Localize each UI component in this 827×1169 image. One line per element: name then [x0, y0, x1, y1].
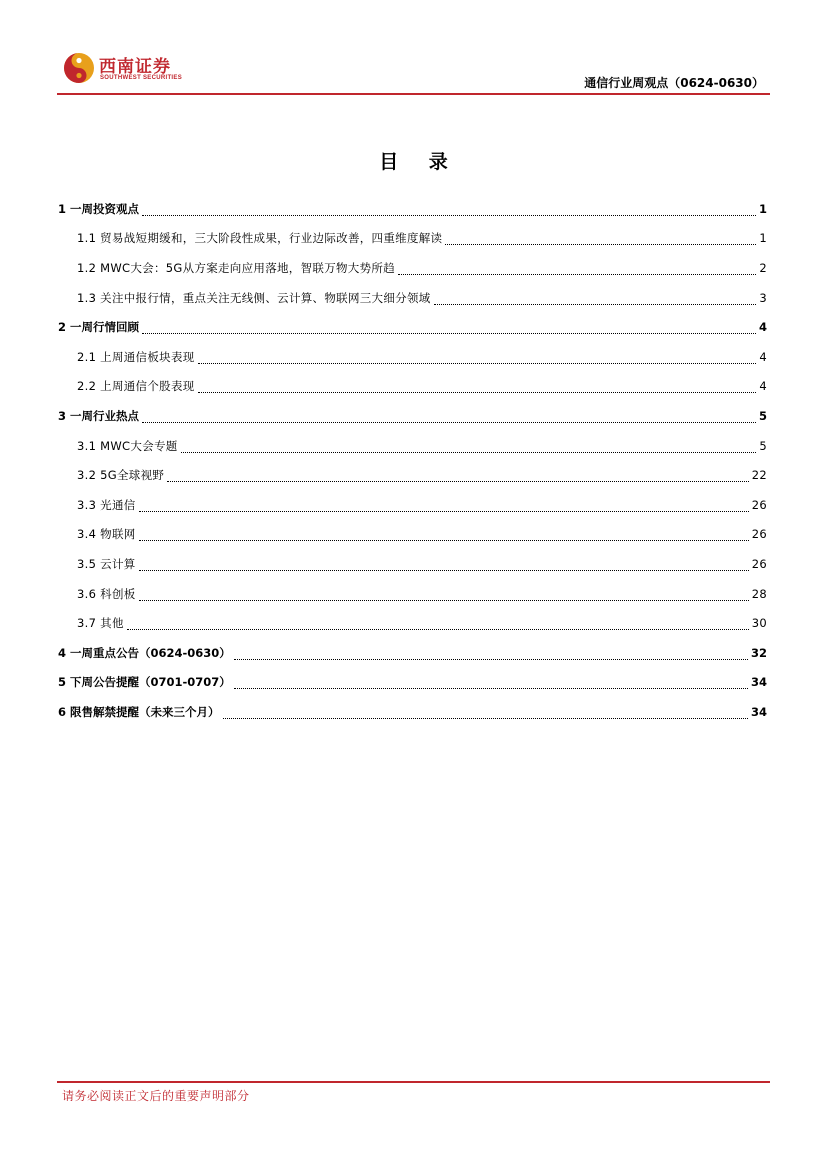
toc-entry-label: 2 一周行情回顾 — [58, 320, 140, 335]
toc-leader-dots — [434, 295, 757, 305]
toc-entry[interactable] — [58, 312, 767, 342]
toc-leader-dots — [139, 531, 749, 541]
company-logo-icon — [63, 52, 95, 84]
toc-entry-page: 28 — [751, 586, 767, 601]
toc-entry-page: 34 — [750, 675, 767, 690]
toc-entry-page: 30 — [751, 616, 767, 631]
toc-entry[interactable] — [58, 638, 767, 668]
toc-entry[interactable] — [58, 490, 767, 520]
toc-entry[interactable] — [58, 401, 767, 431]
page-header — [57, 40, 770, 94]
toc-leader-dots — [181, 443, 757, 453]
toc-entry-label: 3.1 MWC大会专题 — [77, 438, 178, 453]
toc-entry[interactable] — [58, 431, 767, 461]
toc-leader-dots — [139, 561, 749, 571]
toc-leader-dots — [167, 472, 749, 482]
toc-leader-dots — [198, 383, 757, 393]
toc-entry[interactable] — [58, 372, 767, 402]
toc-leader-dots — [445, 235, 756, 245]
toc-entry-label: 1 一周投资观点 — [58, 201, 140, 216]
toc-entry-page: 26 — [751, 527, 767, 542]
toc-entry-label: 6 限售解禁提醒（未来三个月） — [58, 704, 220, 719]
toc-leader-dots — [198, 354, 757, 364]
toc-leader-dots — [142, 324, 756, 334]
toc-leader-dots — [234, 679, 748, 689]
toc-entry-label: 3 一周行业热点 — [58, 408, 140, 423]
toc-entry-label: 1.3 关注中报行情，重点关注无线侧、云计算、物联网三大细分领域 — [77, 290, 431, 305]
toc-entry-page: 3 — [759, 290, 767, 305]
toc-entry-page: 4 — [758, 320, 767, 335]
toc-entry-label: 3.6 科创板 — [77, 586, 136, 601]
toc-entry[interactable] — [58, 253, 767, 283]
toc-leader-dots — [234, 650, 748, 660]
logo-chinese-name: 西南证券 — [99, 57, 171, 77]
toc-entry-label: 2.1 上周通信板块表现 — [77, 349, 195, 364]
toc-entry[interactable] — [58, 579, 767, 609]
toc-entry-page: 32 — [750, 645, 767, 660]
toc-entry-label: 3.7 其他 — [77, 616, 124, 631]
toc-leader-dots — [142, 413, 756, 423]
toc-entry[interactable] — [58, 194, 767, 224]
toc-entry-label: 1.2 MWC大会：5G从方案走向应用落地，智联万物大势所趋 — [77, 260, 395, 275]
toc-entry[interactable] — [58, 224, 767, 254]
toc-entry-label: 1.1 贸易战短期缓和，三大阶段性成果，行业边际改善，四重维度解读 — [77, 231, 443, 246]
toc-entry-page: 5 — [759, 438, 767, 453]
toc-entry-page: 22 — [751, 468, 767, 483]
footer-divider — [57, 1081, 770, 1083]
toc-leader-dots — [139, 591, 749, 601]
toc-entry[interactable] — [58, 697, 767, 727]
toc-entry[interactable] — [58, 668, 767, 698]
toc-leader-dots — [223, 709, 748, 719]
toc-leader-dots — [142, 206, 756, 216]
report-title: 通信行业周观点（0624-0630） — [584, 76, 764, 90]
toc-entry-page: 26 — [751, 497, 767, 512]
toc-leader-dots — [139, 502, 749, 512]
toc-entry-label: 3.5 云计算 — [77, 556, 136, 571]
toc-entry-page: 1 — [758, 201, 767, 216]
toc-entry[interactable] — [58, 342, 767, 372]
toc-entry-page: 1 — [759, 231, 767, 246]
footer-notice: 请务必阅读正文后的重要声明部分 — [62, 1089, 250, 1103]
logo-english-name: SOUTHWEST SECURITIES — [100, 75, 183, 81]
toc-entry-page: 4 — [759, 349, 767, 364]
toc-leader-dots — [127, 620, 749, 630]
toc-entry-page: 2 — [759, 260, 767, 275]
toc-entry-label: 3.2 5G全球视野 — [77, 468, 165, 483]
toc-entry[interactable] — [58, 608, 767, 638]
toc-entry-label: 3.4 物联网 — [77, 527, 136, 542]
toc-title: 目 录 — [379, 151, 460, 173]
toc-entry[interactable] — [58, 549, 767, 579]
toc-entry[interactable] — [58, 520, 767, 550]
toc-entry-label: 4 一周重点公告（0624-0630） — [58, 645, 231, 660]
toc-entry[interactable] — [58, 460, 767, 490]
toc-entry-page: 26 — [751, 556, 767, 571]
table-of-contents — [58, 194, 767, 727]
toc-entry-label: 3.3 光通信 — [77, 497, 136, 512]
toc-entry-label: 5 下周公告提醒（0701-0707） — [58, 675, 231, 690]
toc-entry[interactable] — [58, 283, 767, 313]
header-divider — [57, 93, 770, 95]
toc-entry-page: 5 — [758, 408, 767, 423]
toc-entry-page: 4 — [759, 379, 767, 394]
toc-leader-dots — [398, 265, 756, 275]
toc-entry-label: 2.2 上周通信个股表现 — [77, 379, 195, 394]
toc-entry-page: 34 — [750, 704, 767, 719]
